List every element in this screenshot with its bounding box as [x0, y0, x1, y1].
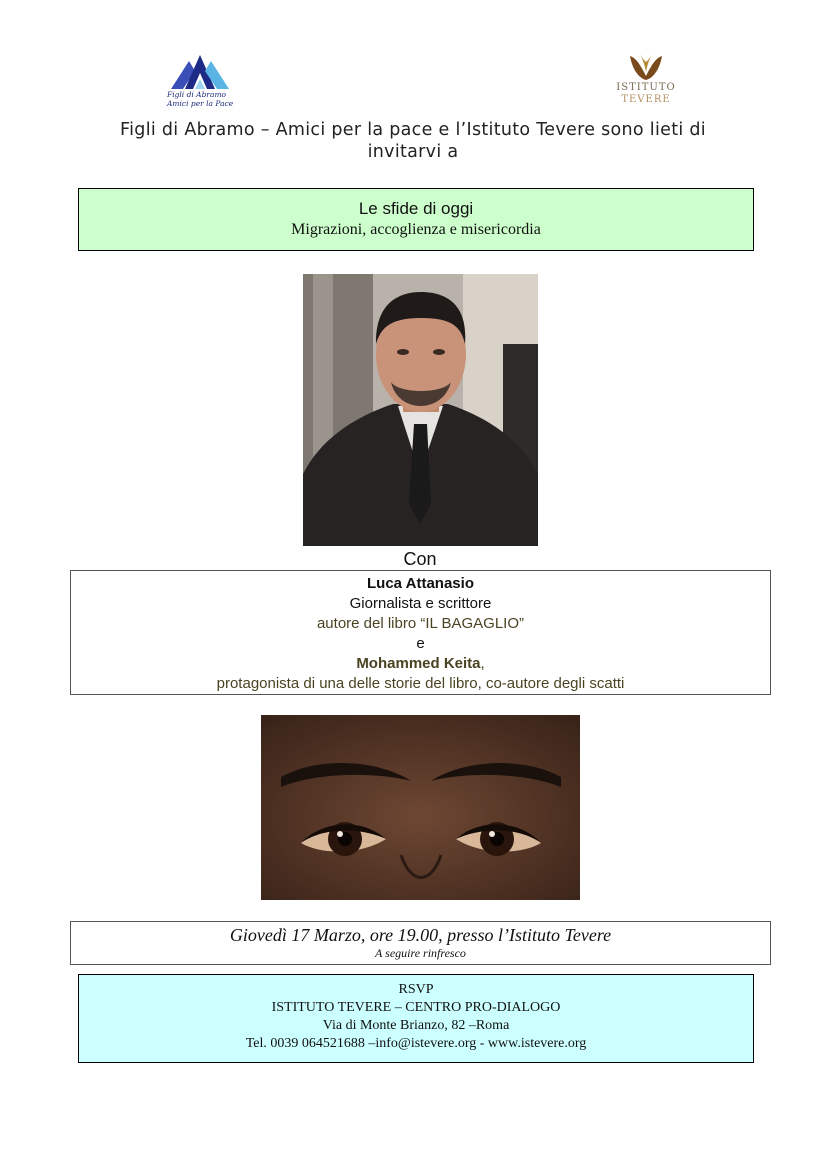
speaker1-book: autore del libro “IL BAGAGLIO”	[316, 615, 525, 632]
left-logo-text-1: Figli di Abramo	[167, 90, 227, 99]
speaker1-role: Giornalista e scrittore	[349, 595, 492, 612]
istituto-tevere-logo	[606, 52, 686, 116]
speaker2-role: protagonista di una delle storie del libro, co-autore degli scatti	[216, 675, 625, 692]
eyes-closeup-photo	[261, 715, 580, 900]
speaker2-name: Mohammed Keita	[356, 655, 481, 672]
event-note: A seguire rinfresco	[375, 946, 466, 960]
right-logo-text-2: TEVERE	[621, 94, 671, 105]
con-label: Con	[403, 549, 437, 569]
right-logo-text-1: ISTITUTO	[616, 82, 676, 93]
rsvp-org: ISTITUTO TEVERE – CENTRO PRO-DIALOGO	[271, 1000, 561, 1015]
speaker1-name: Luca Attanasio	[367, 575, 474, 592]
event-date-box	[70, 921, 771, 965]
event-title-box	[78, 188, 754, 251]
rsvp-label: RSVP	[398, 982, 434, 997]
speaker-conjunction: e	[416, 635, 425, 652]
tulip-logo-icon	[626, 52, 666, 82]
left-logo-text-2: Amici per la Pace	[167, 99, 234, 108]
figli-di-abramo-logo	[163, 49, 237, 115]
speaker-portrait-photo	[303, 274, 538, 546]
rsvp-address: Via di Monte Brianzo, 82 –Roma	[322, 1018, 510, 1033]
speaker2-name-suffix: ,	[480, 655, 485, 672]
arrows-logo-icon	[167, 51, 233, 91]
invitation-intro: Figli di Abramo – Amici per la pace e l’Istituto Tevere sono lieti di invitarvi a	[120, 120, 706, 162]
rsvp-contact: Tel. 0039 064521688 –info@istevere.org - www.istevere.org	[245, 1036, 587, 1051]
event-title: Le sfide di oggi	[358, 199, 474, 218]
speaker2-name-line	[71, 654, 770, 674]
rsvp-box	[78, 974, 754, 1063]
event-subtitle: Migrazioni, accoglienza e misericordia	[291, 221, 541, 238]
event-date: Giovedì 17 Marzo, ore 19.00, presso l’Istituto Tevere	[229, 925, 612, 945]
speakers-box	[70, 570, 771, 695]
